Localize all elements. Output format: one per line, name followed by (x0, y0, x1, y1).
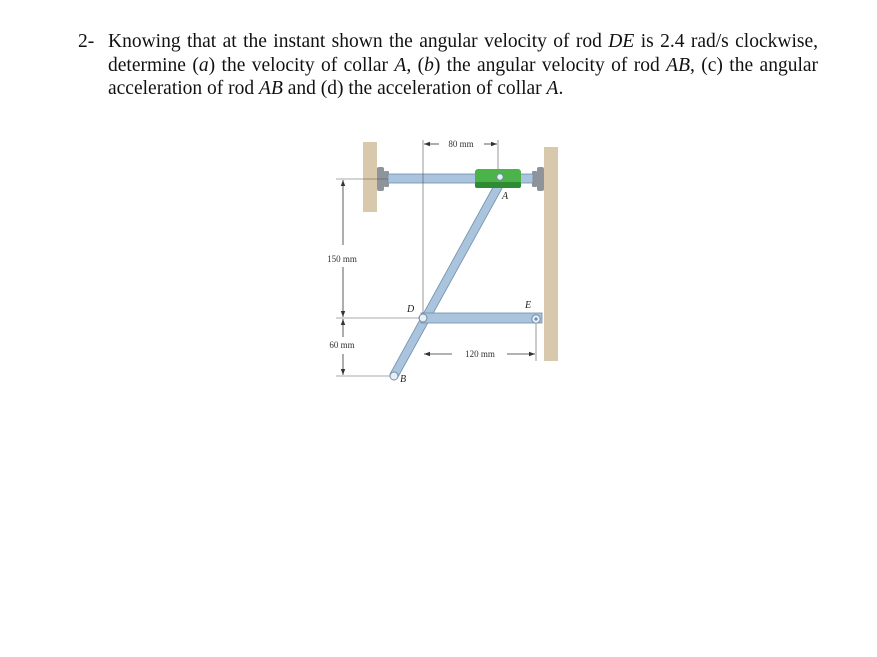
problem-text-segment: is 2.4 rad/s clockwise, determine ( (108, 31, 818, 76)
problem-text-segment: Knowing that at the instant shown the angular velocity of rod (108, 31, 609, 52)
rod-de (421, 313, 542, 323)
right-wall (544, 147, 558, 361)
rod-ab (390, 180, 505, 377)
problem-text-segment: A (546, 78, 559, 99)
dimension-80mm (424, 139, 497, 149)
problem-text-segment: DE (608, 31, 635, 52)
mechanism-figure (300, 125, 590, 395)
label-e: E (525, 300, 532, 311)
problem-text-segment: A (394, 54, 407, 76)
right-bracket (532, 167, 544, 191)
pin-d (419, 314, 427, 322)
dimension-120mm (424, 324, 536, 361)
problem-text-segment: . (558, 78, 564, 99)
label-d: D (407, 304, 415, 315)
problem-text-segment: ) the angular velocity of rod (433, 54, 667, 76)
dimension-label-60mm: 60 mm (329, 340, 355, 350)
problem-number: 2- (78, 31, 95, 52)
problem-statement (78, 30, 818, 101)
problem-text-segment: AB (259, 78, 283, 99)
problem-text-segment: a (198, 54, 209, 76)
pin-b (390, 372, 398, 380)
mechanism-diagram (300, 125, 590, 395)
left-wall (363, 142, 377, 212)
problem-text-segment: , (c) the angular acceleration of rod (108, 54, 819, 99)
problem-text-segment: and (d) the acceleration of collar (282, 78, 547, 99)
pin-a (497, 174, 503, 180)
dimension-label-bottom: 120 mm (465, 349, 495, 359)
problem-text-segment: , ( (406, 54, 425, 76)
label-b: B (400, 374, 407, 385)
dimension-label-top: 80 mm (448, 139, 474, 149)
label-a: A (502, 191, 509, 202)
problem-text-segment: AB (666, 54, 690, 76)
problem-text-segment: ) the velocity of collar (208, 54, 395, 76)
problem-text-segment: b (424, 54, 434, 76)
dimension-label-150mm: 150 mm (327, 254, 357, 264)
problem-text (108, 30, 818, 101)
